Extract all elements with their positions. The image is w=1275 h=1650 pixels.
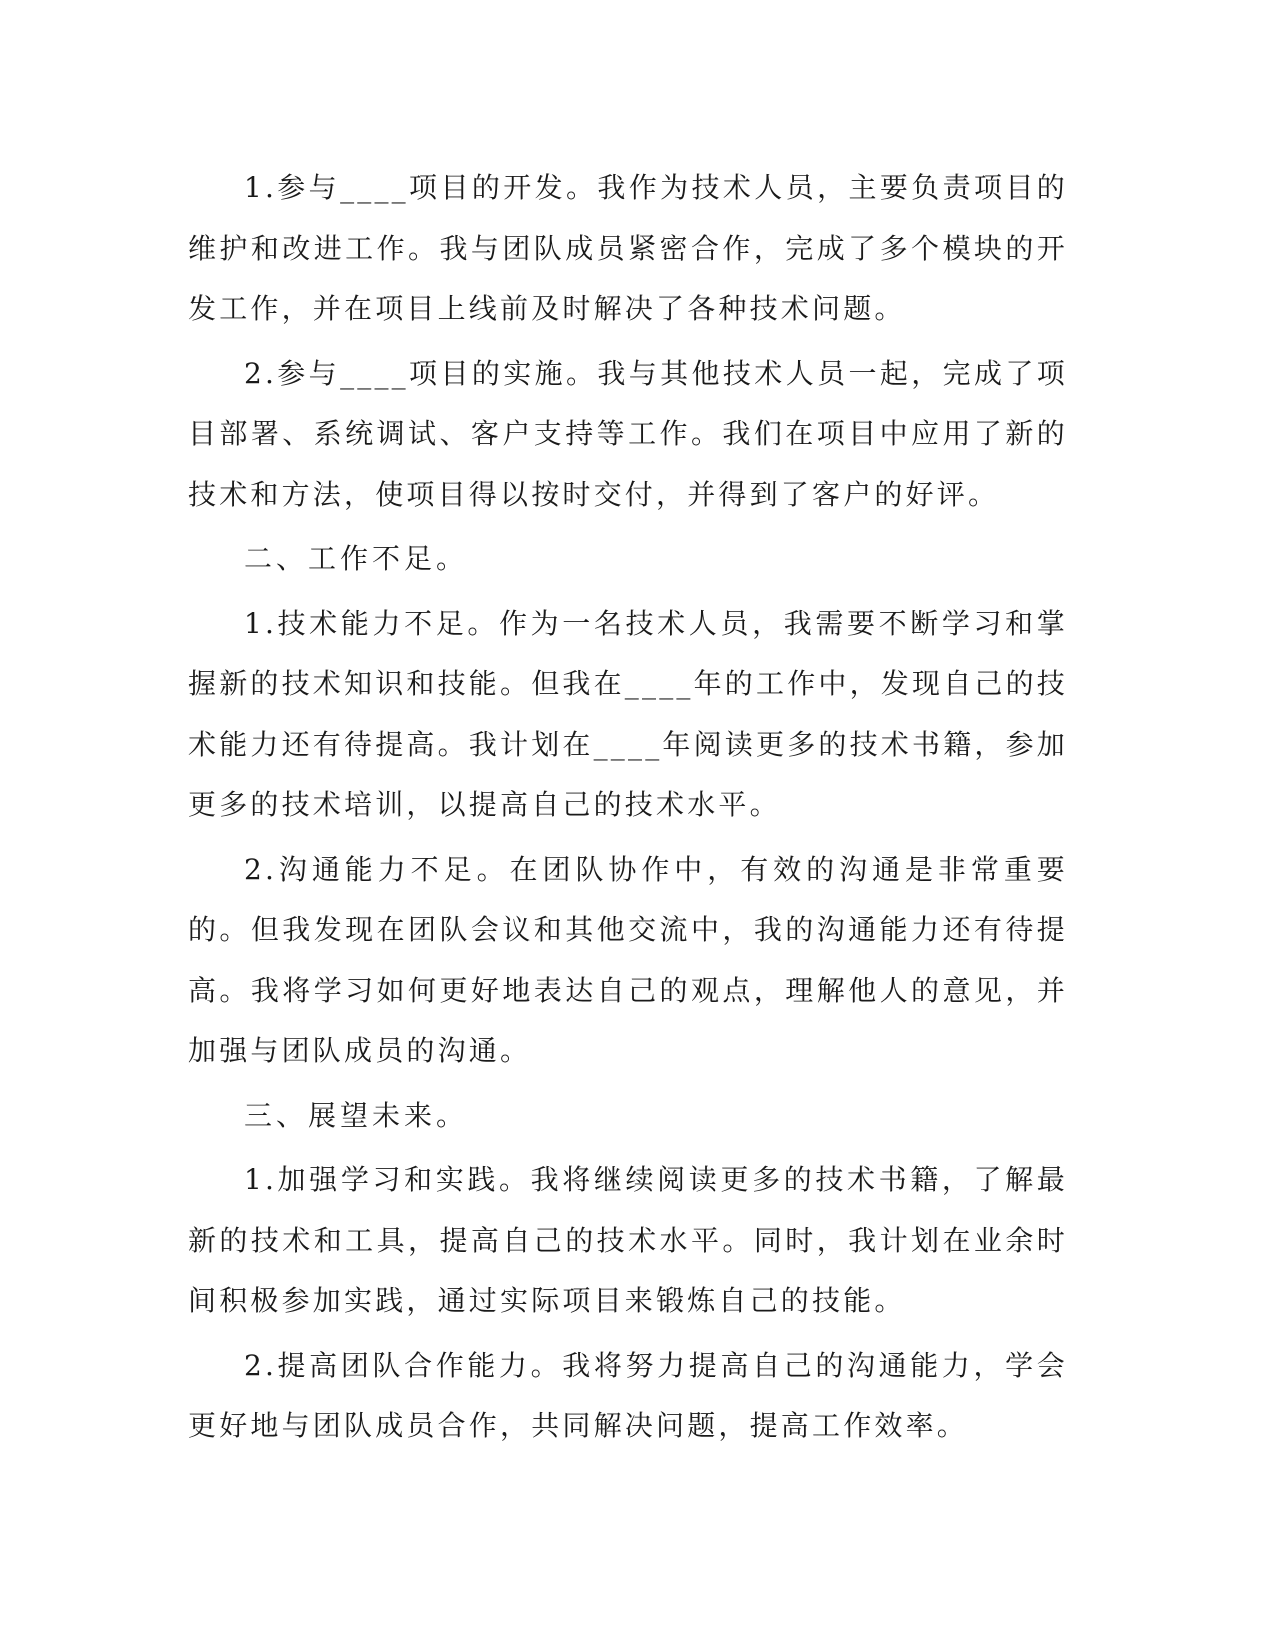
paragraph-learning-practice: 1.加强学习和实践。我将继续阅读更多的技术书籍，了解最新的技术和工具，提高自己的技术水平。同时，我计划在业余时间积极参加实践，通过实际项目来锻炼自己的技能。: [188, 1163, 1068, 1317]
document-body: [188, 158, 1068, 1461]
section-heading-outlook: 三、展望未来。: [244, 1098, 469, 1132]
paragraph-teamwork: 2.提高团队合作能力。我将努力提高自己的沟通能力，学会更好地与团队成员合作，共同解决问题，提高工作效率。: [188, 1348, 1068, 1442]
paragraph-technical-skills: 1.技术能力不足。作为一名技术人员，我需要不断学习和掌握新的技术知识和技能。但我在____年的工作中，发现自己的技术能力还有待提高。我计划在____年阅读更多的技术书籍，参加更多的技术培训，以提高自己的技术水平。: [188, 606, 1069, 821]
paragraph-project-development: 1.参与____项目的开发。我作为技术人员，主要负责项目的维护和改进工作。我与团队成员紧密合作，完成了多个模块的开发工作，并在项目上线前及时解决了各种技术问题。: [188, 171, 1068, 325]
section-heading-shortcomings: 二、工作不足。: [244, 542, 469, 575]
paragraph-project-implementation: 2.参与____项目的实施。我与其他技术人员一起，完成了项目部署、系统调试、客户支持等工作。我们在项目中应用了新的技术和方法，使项目得以按时交付，并得到了客户的好评。: [188, 356, 1068, 511]
paragraph-communication-skills: 2.沟通能力不足。在团队协作中，有效的沟通是非常重要的。但我发现在团队会议和其他交流中，我的沟通能力还有待提高。我将学习如何更好地表达自己的观点，理解他人的意见，并加强与团队成员的沟通。: [188, 852, 1068, 1067]
